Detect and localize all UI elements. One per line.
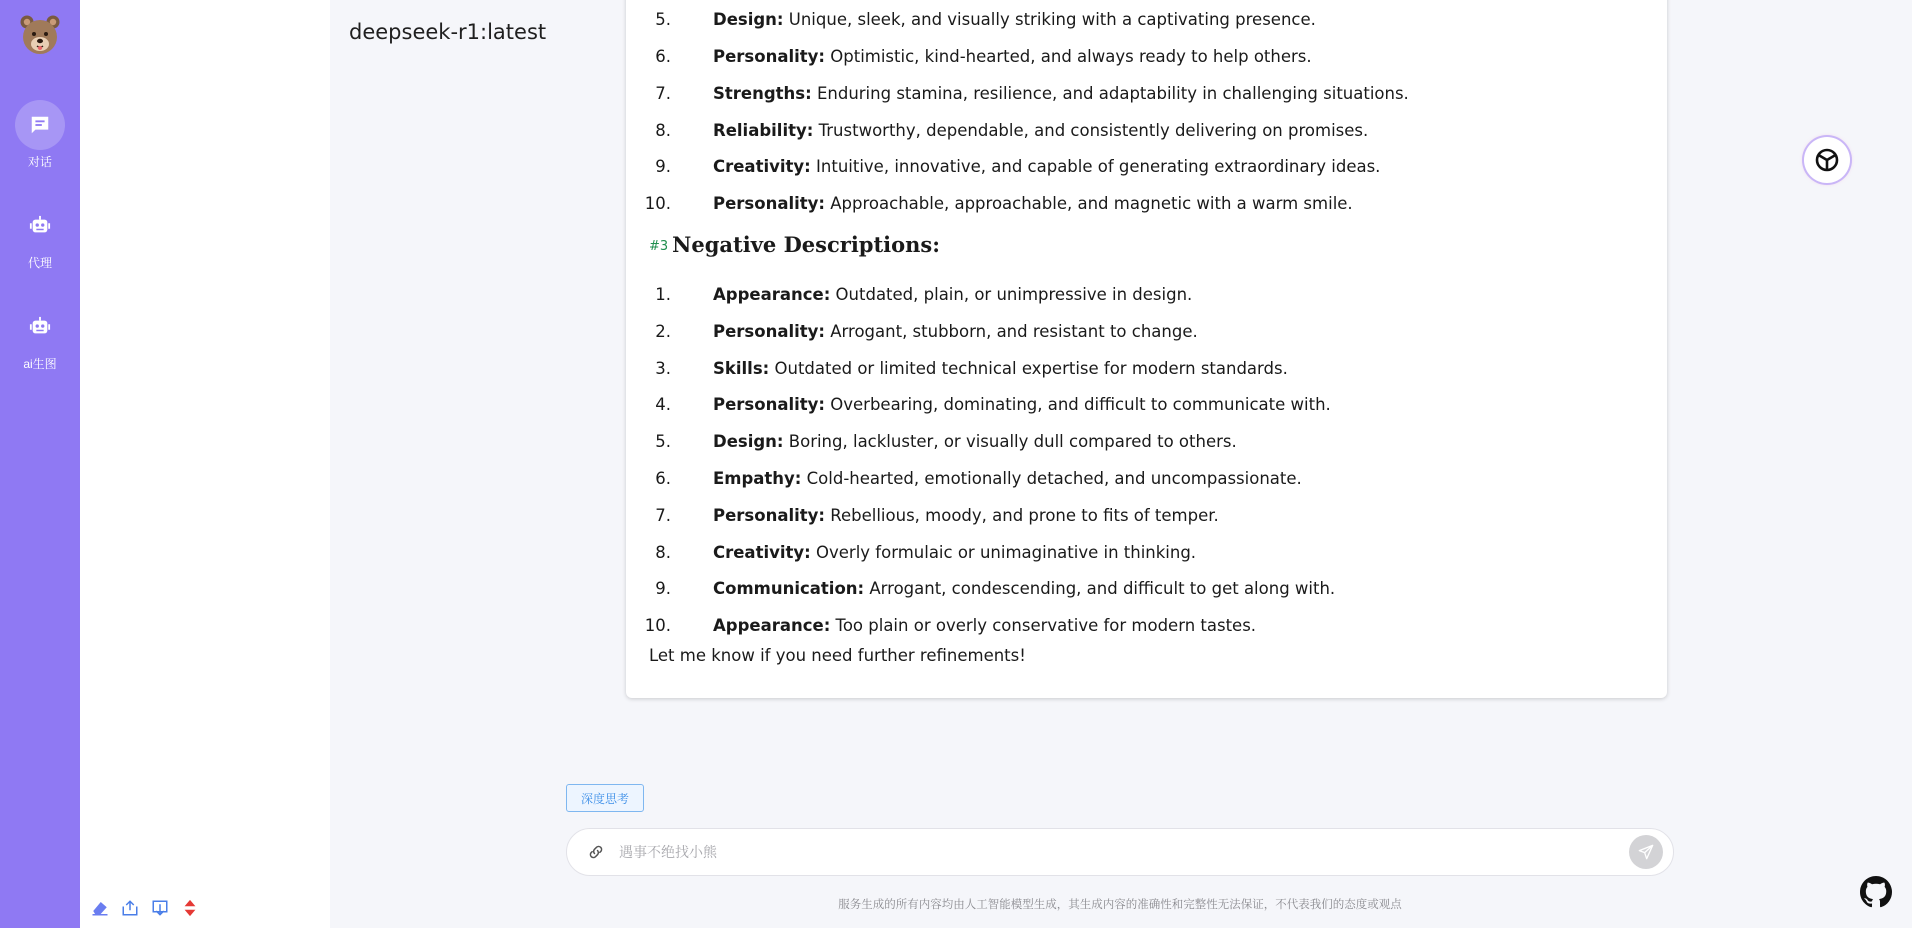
- export-button[interactable]: [120, 898, 140, 918]
- bear-logo-icon: [19, 14, 61, 56]
- closing-text: Let me know if you need further refinements!: [649, 646, 1026, 665]
- logo-badge-icon: [1813, 146, 1841, 174]
- send-icon: [1638, 844, 1654, 860]
- panel-toolbar: [90, 898, 200, 918]
- robot-icon: [29, 316, 51, 338]
- nav-item-ai-image[interactable]: [0, 302, 80, 372]
- robot-icon: [29, 215, 51, 237]
- eraser-icon: [91, 899, 109, 917]
- sort-button[interactable]: [180, 898, 200, 918]
- message-input[interactable]: [617, 839, 1601, 867]
- import-button[interactable]: [150, 898, 170, 918]
- chat-icon: [29, 114, 51, 136]
- deep-think-button[interactable]: 深度思考: [566, 784, 644, 812]
- sort-icon: [183, 899, 197, 917]
- model-name: deepseek-r1:latest: [349, 20, 547, 44]
- message-composer: [566, 828, 1674, 876]
- import-icon: [151, 899, 169, 917]
- section-heading: #3 Negative Descriptions:: [649, 232, 941, 257]
- floating-assistant-button[interactable]: [1804, 137, 1850, 183]
- link-icon[interactable]: [587, 843, 605, 861]
- disclaimer-text: 服务生成的所有内容均由人工智能模型生成，其生成内容的准确性和完整性无法保证，不代表我们的态度或观点: [838, 897, 1402, 911]
- conversation-panel: [80, 0, 330, 928]
- nav-item-label: 代理: [27, 256, 52, 270]
- nav-item-agent[interactable]: [0, 201, 80, 271]
- nav-item-chat[interactable]: [0, 100, 80, 170]
- assistant-message: 5. Design: Unique, sleek, and visually striking with a captivating presence. 6. Personality: Optimistic, kind-hearted, and always ready to help others. 7. Strengths: Enduring stamina, resilience, and adaptability in challenging situations. 8. Reliability: Trustworthy, dependable, and consistently delivering on promises. 9. Creativity: Intuitive, innovative, and capable of generating extraordinary ideas. 10. Personality: Approachable, approachable, and magnetic with a warm smile. #3 Negative Descriptions: 1. Appearance: Outdated, plain, or unimpressive in design. 2. Personality: Arrogant, stubborn, and resistant to change. 3. Skills: Outdated or limited technical expertise for modern standards. 4. Personality: Overbearing, dominating, and difficult to communicate with. 5. Design: Boring, lackluster, or visually dull compared to others. 6. Empathy: Cold-hearted, emotionally detached, and uncompassionate. 7. Personality: Rebellious, moody, and prone to fits of temper. 8. Creativity: Overly formulaic or unimaginative in thinking. 9. Communication: Arrogant, condescending, and difficult to get along with. 10. Appearance: Too plain or overly conservative for modern tastes. Let me know if you need further refinements!: [626, 0, 1667, 698]
- github-icon[interactable]: [1860, 876, 1892, 908]
- send-button[interactable]: [1629, 835, 1663, 869]
- left-rail: [0, 0, 80, 928]
- export-icon: [121, 899, 139, 917]
- heading-anchor[interactable]: #3: [649, 239, 669, 254]
- nav-item-label: 对话: [27, 155, 52, 169]
- clear-button[interactable]: [90, 898, 110, 918]
- nav-item-label: ai生图: [23, 357, 57, 371]
